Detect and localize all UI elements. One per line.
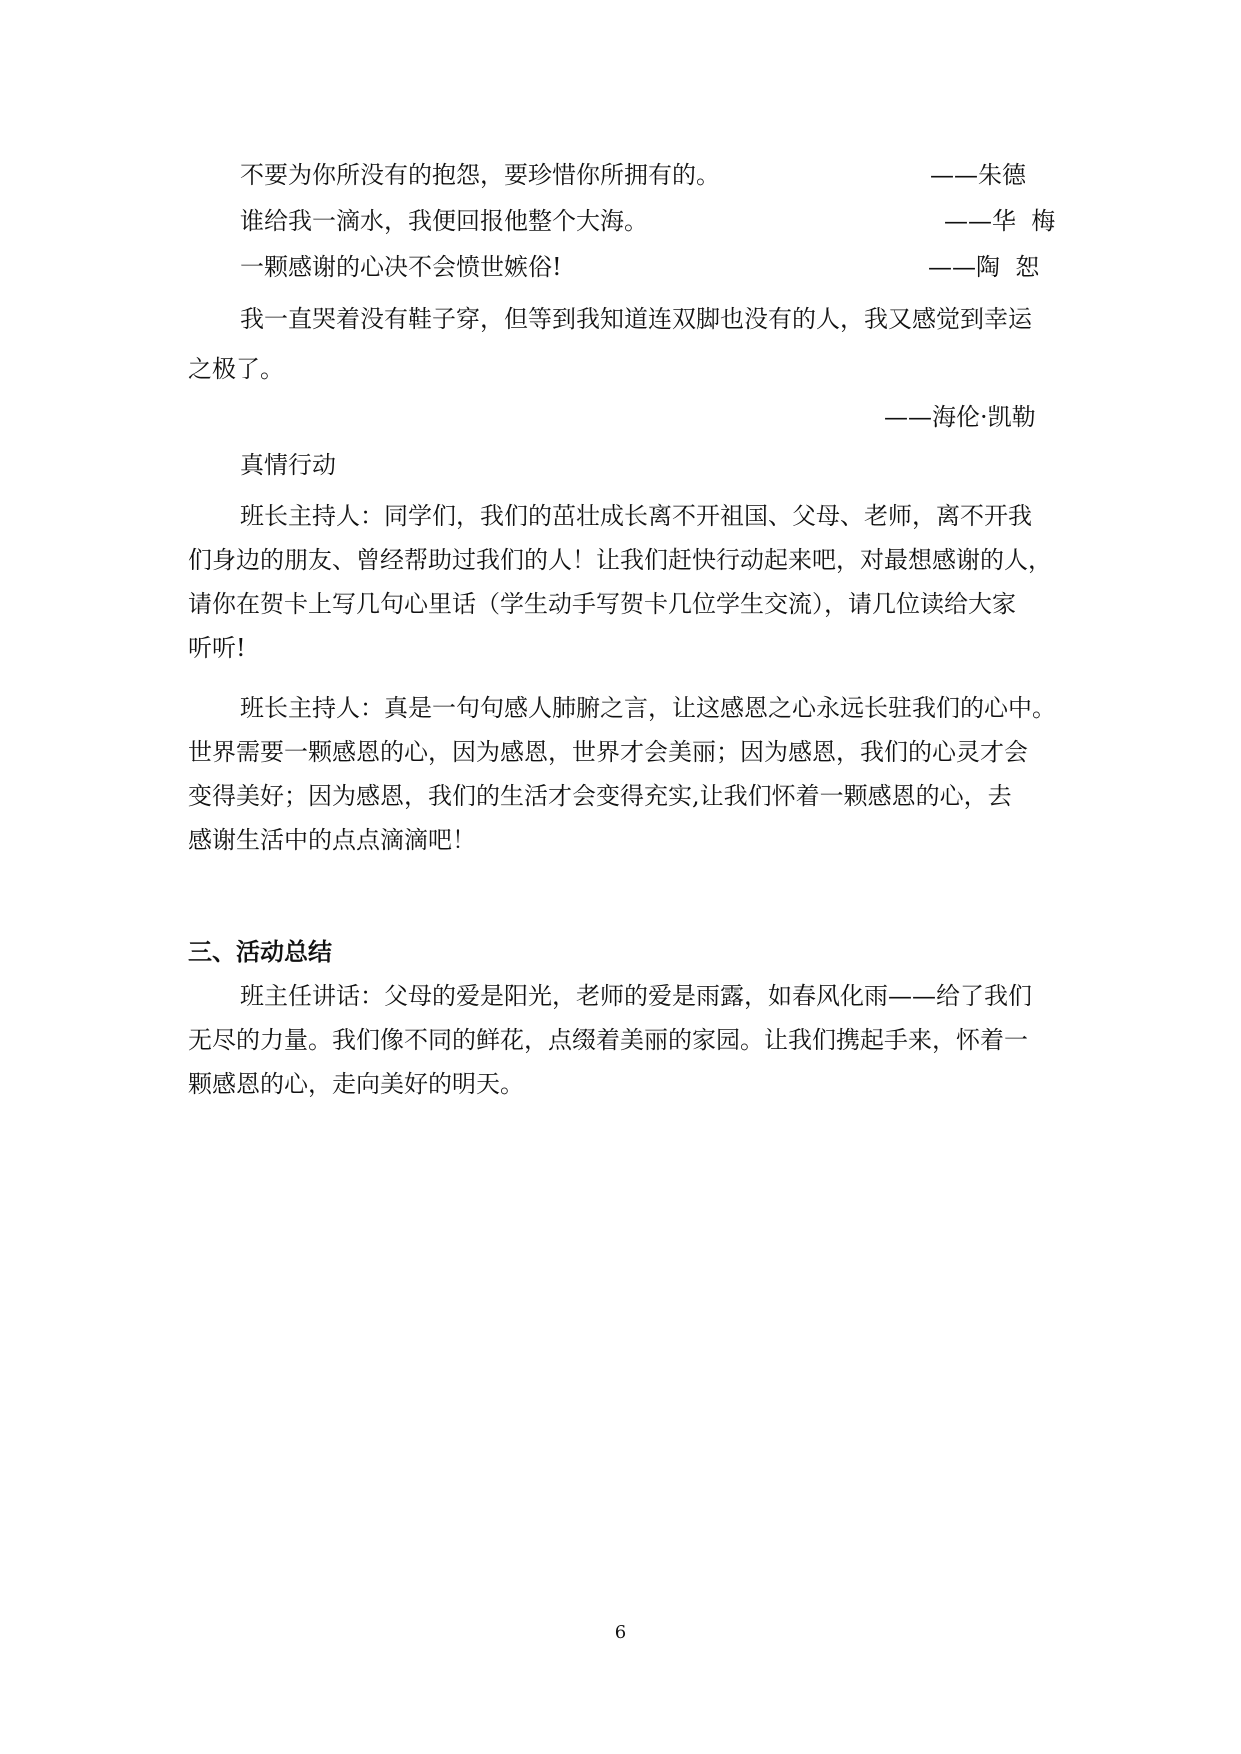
- quote-text-continued: 之极了。: [188, 355, 284, 383]
- paragraph-line: 无尽的力量。我们像不同的鲜花，点缀着美丽的家园。让我们携起手来，怀着一: [188, 1026, 1028, 1054]
- paragraph-line: 变得美好；因为感恩，我们的生活才会变得充实,让我们怀着一颗感恩的心，去: [188, 782, 1012, 810]
- quote-text: 我一直哭着没有鞋子穿，但等到我知道连双脚也没有的人，我又感觉到幸运: [240, 305, 1032, 333]
- quote-author: ——华 梅: [944, 207, 1056, 235]
- paragraph-line: 班主任讲话：父母的爱是阳光，老师的爱是雨露，如春风化雨——给了我们: [240, 982, 1032, 1010]
- paragraph-line: 世界需要一颗感恩的心，因为感恩，世界才会美丽；因为感恩，我们的心灵才会: [188, 738, 1028, 766]
- page-number: 6: [614, 1622, 627, 1643]
- quote-text: 一颗感谢的心决不会愤世嫉俗!: [240, 253, 562, 281]
- paragraph-closing: [188, 686, 1088, 862]
- paragraph-summary: [188, 974, 1088, 1106]
- quote-text: 谁给我一滴水，我便回报他整个大海。: [240, 207, 648, 235]
- paragraph-action: [188, 494, 1088, 670]
- section-title: 真情行动: [240, 451, 336, 479]
- paragraph-line: 请你在贺卡上写几句心里话（学生动手写贺卡几位学生交流），请几位读给大家: [188, 590, 1016, 618]
- paragraph-line: 班长主持人：真是一句句感人肺腑之言，让这感恩之心永远长驻我们的心中。: [240, 694, 1056, 722]
- paragraph-line: 们身边的朋友、曾经帮助过我们的人！让我们赶快行动起来吧，对最想感谢的人，: [188, 546, 1052, 574]
- paragraph-line: 感谢生活中的点点滴滴吧！: [188, 826, 476, 854]
- quote-author: ——陶 恕: [928, 253, 1040, 281]
- quote-author: ——海伦·凯勒: [884, 403, 1036, 431]
- paragraph-line: 颗感恩的心，走向美好的明天。: [188, 1070, 524, 1098]
- quote-text: 不要为你所没有的抱怨，要珍惜你所拥有的。: [240, 161, 720, 189]
- section-heading: 三、活动总结: [188, 938, 332, 966]
- paragraph-line: 班长主持人：同学们，我们的茁壮成长离不开祖国、父母、老师，离不开我: [240, 502, 1032, 530]
- paragraph-line: 听听!: [188, 634, 246, 662]
- quote-author: ——朱德: [930, 161, 1026, 189]
